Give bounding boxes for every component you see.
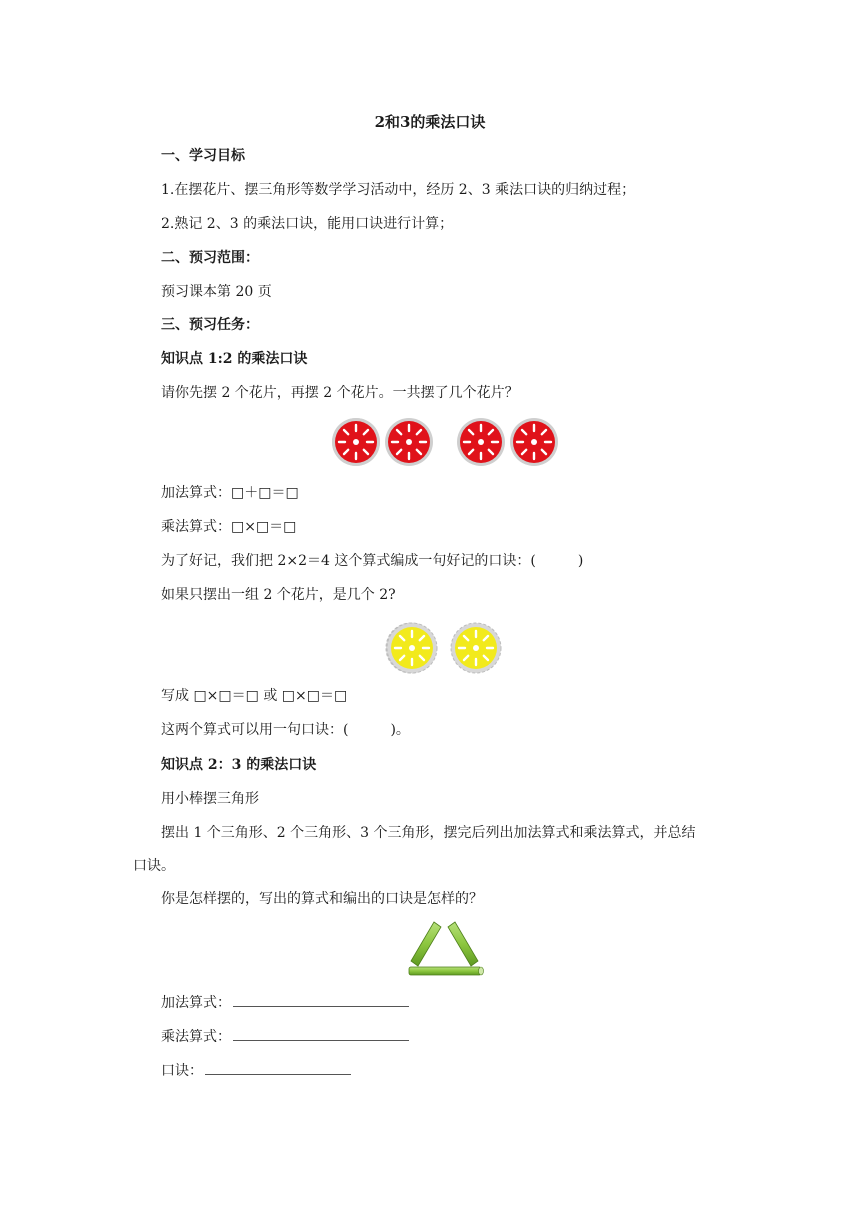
section-heading-scope: 二、预习范围： — [161, 250, 259, 266]
kp2-subheading: 用小棒摆三角形 — [161, 791, 259, 807]
kp2-mul-formula-row — [161, 1026, 409, 1047]
kp2-mnemonic-row — [161, 1060, 351, 1081]
scope-text: 预习课本第 20 页 — [161, 284, 272, 300]
red-flower-disc — [330, 416, 382, 468]
kp2-instruction-cont: 口诀。 — [133, 858, 175, 874]
kp1-write-formula: 写成 □×□＝□ 或 □×□＝□ — [161, 688, 348, 704]
kp1-question: 请你先摆 2 个花片，再摆 2 个花片。一共摆了几个花片？ — [161, 385, 519, 401]
section-heading-tasks: 三、预习任务： — [161, 317, 259, 333]
section-heading-goals: 一、学习目标 — [161, 148, 245, 164]
red-flower-disc — [383, 416, 435, 468]
kp2-instruction: 摆出 1 个三角形、2 个三角形、3 个三角形，摆完后列出加法算式和乘法算式，并总结 — [161, 825, 696, 841]
kp2-question: 你是怎样摆的，写出的算式和编出的口诀是怎样的？ — [161, 891, 483, 907]
red-flower-disc — [455, 416, 507, 468]
kp1-question-2: 如果只摆出一组 2 个花片，是几个 2? — [161, 587, 396, 603]
add-formula-blank[interactable] — [233, 992, 409, 1007]
goal-item: 2.熟记 2、3 的乘法口诀，能用口诀进行计算； — [161, 216, 454, 232]
kp2-add-label: 加法算式： — [161, 995, 231, 1011]
kp2-mul-label: 乘法算式： — [161, 1029, 231, 1045]
kp1-mnemonic-prompt-2: 这两个算式可以用一句口诀：( )。 — [161, 722, 410, 738]
kp2-mnemonic-label: 口诀： — [161, 1063, 203, 1079]
kp1-mul-formula: 乘法算式：□×□＝□ — [161, 519, 297, 535]
page-title: 2和3的乘法口诀 — [374, 113, 486, 131]
knowledge-point-2-heading: 知识点 2：3 的乘法口诀 — [161, 757, 317, 773]
yellow-flower-disc — [450, 622, 502, 674]
yellow-flower-disc — [386, 622, 438, 674]
stick-triangle-image — [404, 918, 486, 980]
red-flower-disc — [508, 416, 560, 468]
goal-item: 1.在摆花片、摆三角形等数学学习活动中，经历 2、3 乘法口诀的归纳过程； — [161, 182, 636, 198]
kp2-add-formula-row — [161, 992, 409, 1013]
kp1-add-formula: 加法算式：□＋□＝□ — [161, 485, 299, 501]
mnemonic-blank[interactable] — [205, 1060, 351, 1075]
kp1-mnemonic-prompt: 为了好记，我们把 2×2＝4 这个算式编成一句好记的口诀：( ) — [161, 553, 584, 569]
knowledge-point-1-heading: 知识点 1:2 的乘法口诀 — [161, 351, 308, 367]
mul-formula-blank[interactable] — [233, 1026, 409, 1041]
